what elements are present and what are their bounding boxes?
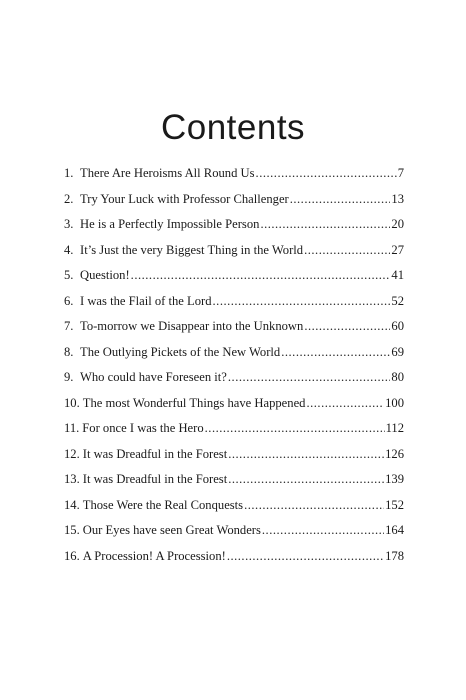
table-of-contents xyxy=(64,166,404,574)
toc-entry xyxy=(64,243,404,269)
toc-entry-page: 20 xyxy=(391,217,404,231)
toc-entry-page: 69 xyxy=(391,344,404,359)
toc-leader-dots xyxy=(244,498,384,513)
toc-entry-title: I was the Flail of the Lord xyxy=(80,293,212,308)
toc-entry-title: Question! xyxy=(80,268,130,282)
toc-entry xyxy=(64,396,404,422)
toc-entry xyxy=(64,421,404,447)
toc-entry-title: It was Dreadful in the Forest xyxy=(82,472,228,486)
toc-leader-dots xyxy=(228,447,384,462)
page-title: Contents xyxy=(160,108,306,147)
toc-entry-number: 1. xyxy=(64,166,74,180)
toc-entry-number: 11. xyxy=(64,421,80,435)
toc-entry-page: 126 xyxy=(385,446,404,461)
toc-entry xyxy=(64,192,404,218)
toc-entry-number: 14. xyxy=(64,497,80,512)
toc-leader-dots xyxy=(213,294,391,309)
toc-leader-dots xyxy=(262,523,384,538)
toc-entry xyxy=(64,370,404,396)
toc-entry-page: 112 xyxy=(385,421,404,435)
toc-entry-number: 16. xyxy=(64,548,80,563)
toc-entry xyxy=(64,498,404,524)
toc-entry-title: Who could have Foreseen it? xyxy=(80,370,227,384)
toc-entry-number: 7. xyxy=(64,319,74,333)
toc-entry-title: The Outlying Pickets of the New World xyxy=(80,344,281,359)
toc-entry-title: Those Were the Real Conquests xyxy=(82,497,244,512)
toc-entry xyxy=(64,294,404,320)
toc-entry-number: 6. xyxy=(64,293,74,308)
toc-entry xyxy=(64,549,404,575)
toc-entry-number: 4. xyxy=(64,242,74,257)
toc-entry-number: 8. xyxy=(64,344,74,359)
toc-entry-title: Try Your Luck with Professor Challenger xyxy=(80,191,289,206)
toc-entry-number: 3. xyxy=(64,217,74,231)
toc-entry-number: 10. xyxy=(64,395,80,410)
toc-entry-page: 164 xyxy=(385,523,404,537)
toc-entry-title: He is a Perfectly Impossible Person xyxy=(80,217,260,231)
toc-entry xyxy=(64,217,404,243)
toc-entry xyxy=(64,268,404,294)
toc-leader-dots xyxy=(304,319,390,334)
toc-leader-dots xyxy=(205,421,385,436)
toc-entry-page: 7 xyxy=(397,166,404,180)
toc-leader-dots xyxy=(306,396,384,411)
toc-entry-title: It was Dreadful in the Forest xyxy=(82,446,228,461)
toc-entry-page: 52 xyxy=(391,293,404,308)
toc-entry xyxy=(64,523,404,549)
toc-entry-title: It’s Just the very Biggest Thing in the World xyxy=(80,242,304,257)
toc-entry xyxy=(64,319,404,345)
toc-entry-title: The most Wonderful Things have Happened xyxy=(82,395,306,410)
toc-leader-dots xyxy=(228,370,391,385)
toc-entry-page: 60 xyxy=(391,319,404,333)
toc-leader-dots xyxy=(256,166,397,181)
toc-leader-dots xyxy=(304,243,390,258)
toc-entry-page: 13 xyxy=(391,191,404,206)
toc-entry-number: 2. xyxy=(64,191,74,206)
toc-entry xyxy=(64,472,404,498)
toc-entry-page: 178 xyxy=(385,548,404,563)
toc-entry-title: To-morrow we Disappear into the Unknown xyxy=(80,319,304,333)
toc-leader-dots xyxy=(290,192,391,207)
toc-entry-number: 12. xyxy=(64,446,80,461)
toc-entry-title: For once I was the Hero xyxy=(82,421,204,435)
toc-entry-number: 15. xyxy=(64,523,80,537)
toc-leader-dots xyxy=(227,549,384,564)
toc-entry-title: Our Eyes have seen Great Wonders xyxy=(82,523,261,537)
toc-entry-page: 152 xyxy=(385,497,404,512)
toc-entry xyxy=(64,345,404,371)
toc-entry-title: There Are Heroisms All Round Us xyxy=(80,166,255,180)
toc-leader-dots xyxy=(228,472,384,487)
toc-entry-page: 41 xyxy=(391,268,404,282)
toc-leader-dots xyxy=(131,268,391,283)
toc-leader-dots xyxy=(281,345,390,360)
toc-entry-number: 9. xyxy=(64,370,74,384)
toc-entry-page: 27 xyxy=(391,242,404,257)
toc-entry-title: A Procession! A Procession! xyxy=(82,548,226,563)
toc-entry-page: 139 xyxy=(385,472,404,486)
toc-entry xyxy=(64,447,404,473)
toc-entry-page: 100 xyxy=(385,395,404,410)
toc-entry-number: 5. xyxy=(64,268,74,282)
toc-leader-dots xyxy=(260,217,390,232)
toc-entry-number: 13. xyxy=(64,472,80,486)
toc-entry xyxy=(64,166,404,192)
toc-entry-page: 80 xyxy=(391,370,404,384)
